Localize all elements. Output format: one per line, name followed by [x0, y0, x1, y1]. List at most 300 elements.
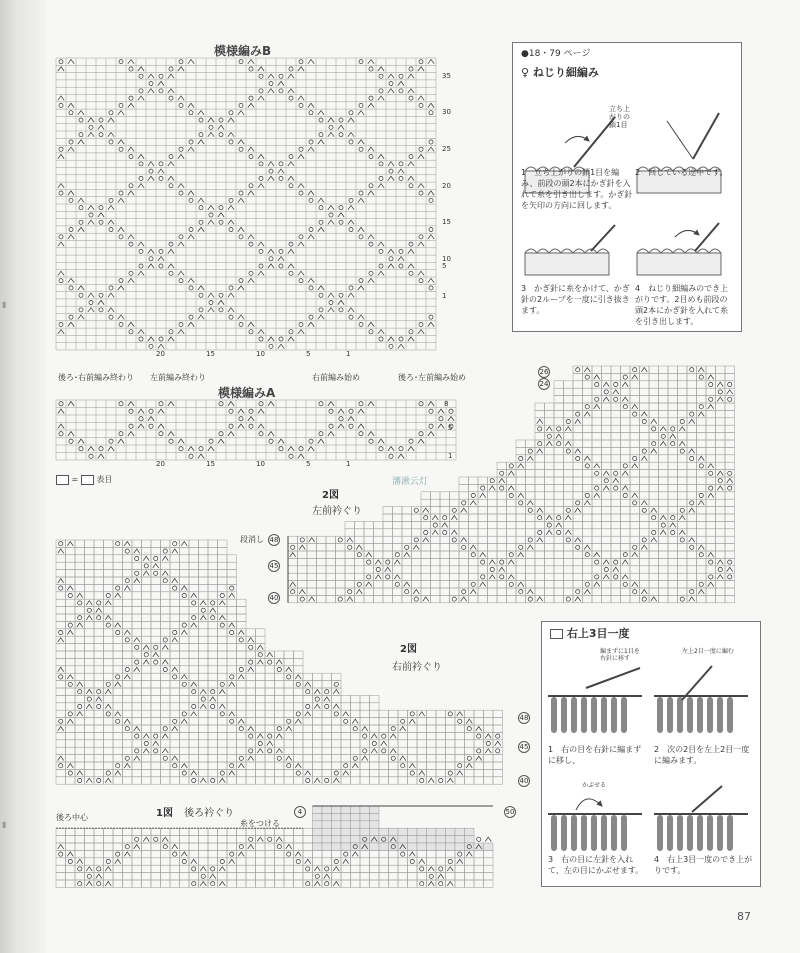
yo-symbol: [633, 590, 637, 594]
twist-symbol-icon: ♀: [521, 66, 530, 79]
dec-symbol: [470, 501, 476, 505]
yo-symbol: [339, 133, 343, 137]
dec-symbol: [210, 874, 216, 878]
dec-symbol: [172, 845, 178, 849]
yo-symbol: [163, 549, 167, 553]
yo-symbol: [129, 330, 133, 334]
yo-symbol: [169, 242, 173, 246]
yo-symbol: [585, 493, 589, 497]
dec-symbol: [198, 140, 204, 144]
yo-symbol: [149, 409, 153, 413]
dec-symbol: [58, 409, 64, 414]
yo-symbol: [389, 344, 393, 348]
dec-symbol: [278, 81, 284, 85]
dec-symbol: [333, 882, 339, 886]
yo-symbol: [220, 593, 224, 597]
dec-symbol: [378, 330, 384, 334]
yo-symbol: [211, 882, 215, 886]
dec-symbol: [162, 660, 168, 664]
yo-symbol: [211, 867, 215, 871]
yo-symbol: [614, 397, 618, 401]
yo-symbol: [319, 133, 323, 137]
dec-symbol: [298, 184, 304, 188]
dec-symbol: [418, 242, 424, 246]
yo-symbol: [249, 67, 253, 71]
dec-symbol: [58, 667, 64, 671]
dec-symbol: [172, 549, 178, 553]
yo-symbol: [309, 111, 313, 115]
dec-symbol: [58, 424, 64, 429]
yo-symbol: [709, 382, 713, 386]
dec-symbol: [138, 67, 144, 71]
dec-symbol: [238, 315, 244, 319]
yo-symbol: [79, 447, 83, 451]
yo-symbol: [211, 616, 215, 620]
yo-symbol: [490, 479, 494, 483]
dec-symbol: [228, 118, 234, 122]
yo-symbol: [199, 206, 203, 210]
yo-symbol: [576, 545, 580, 549]
yo-symbol: [299, 191, 303, 195]
dec-symbol: [98, 125, 104, 129]
yo-symbol: [429, 286, 433, 290]
yo-symbol: [179, 235, 183, 239]
dec-symbol: [371, 734, 377, 738]
yo-symbol: [709, 560, 713, 564]
dec-symbol: [58, 330, 64, 334]
yo-symbol: [289, 67, 293, 71]
yo-symbol: [106, 712, 110, 716]
yo-symbol: [538, 516, 542, 520]
dec-symbol: [67, 852, 73, 856]
dec-symbol: [188, 278, 194, 282]
col-label: 20: [156, 460, 165, 468]
dec-symbol: [622, 486, 628, 490]
yo-symbol: [500, 471, 504, 475]
yo-symbol: [279, 264, 283, 268]
dec-symbol: [398, 81, 404, 85]
yo-symbol: [99, 206, 103, 210]
yo-symbol: [159, 176, 163, 180]
dec-symbol: [328, 205, 334, 209]
dec-symbol: [108, 308, 114, 312]
yo-symbol: [339, 118, 343, 122]
dec-symbol: [485, 734, 491, 738]
yo-symbol: [79, 118, 83, 122]
dec-symbol: [178, 271, 184, 275]
yo-symbol: [268, 734, 272, 738]
yo-symbol: [229, 198, 233, 202]
dec-symbol: [476, 756, 482, 760]
dec-symbol: [191, 712, 197, 716]
row-label: 1: [442, 292, 447, 300]
dec-symbol: [457, 859, 463, 863]
yo-symbol: [189, 140, 193, 144]
dec-symbol: [78, 111, 84, 115]
yo-symbol: [259, 402, 263, 406]
dec-symbol: [295, 852, 301, 856]
dec-symbol: [153, 653, 159, 657]
dec-symbol: [248, 638, 254, 642]
yo-symbol: [173, 675, 177, 679]
yo-symbol: [709, 471, 713, 475]
yo-symbol: [391, 756, 395, 760]
yo-symbol: [135, 645, 139, 649]
yo-symbol: [279, 447, 283, 451]
dec-symbol: [288, 264, 294, 268]
yo-symbol: [106, 623, 110, 627]
step-2: 2 次の2目を左上2目一度に編みます。: [654, 745, 750, 765]
dec-symbol: [318, 111, 324, 115]
yo-symbol: [718, 390, 722, 394]
dec-symbol: [660, 427, 666, 431]
yo-symbol: [163, 727, 167, 731]
yo-symbol: [239, 638, 243, 642]
dec-symbol: [188, 235, 194, 239]
yo-symbol: [109, 439, 113, 443]
yo-symbol: [259, 432, 263, 436]
dec-symbol: [168, 74, 174, 78]
dec-symbol: [68, 278, 74, 282]
yo-symbol: [192, 690, 196, 694]
yo-symbol: [220, 859, 224, 863]
dec-symbol: [584, 412, 590, 416]
dec-symbol: [208, 205, 214, 209]
dec-symbol: [238, 719, 244, 723]
yo-symbol: [329, 213, 333, 217]
dec-symbol: [518, 493, 524, 497]
col-label: 10: [256, 460, 265, 468]
yo-symbol: [230, 586, 234, 590]
circle-label: 48: [519, 714, 529, 722]
dec-symbol: [518, 464, 524, 468]
dec-symbol: [138, 184, 144, 188]
dec-symbol: [333, 704, 339, 708]
yo-symbol: [680, 508, 684, 512]
yo-symbol: [349, 228, 353, 232]
yo-symbol: [379, 176, 383, 180]
yo-symbol: [79, 293, 83, 297]
dec-symbol: [324, 697, 330, 701]
yo-symbol: [339, 293, 343, 297]
dec-symbol: [143, 571, 149, 575]
dec-symbol: [229, 712, 235, 716]
dec-symbol: [333, 778, 339, 782]
yo-symbol: [623, 375, 627, 379]
dec-symbol: [67, 630, 73, 634]
dec-symbol: [632, 493, 638, 497]
dec-symbol: [67, 542, 73, 546]
dec-symbol: [158, 257, 164, 261]
yo-symbol: [139, 162, 143, 166]
dec-symbol: [447, 778, 453, 782]
dec-symbol: [314, 704, 320, 708]
dec-symbol: [565, 516, 571, 520]
yo-symbol: [192, 601, 196, 605]
dec-symbol: [68, 103, 74, 107]
dec-symbol: [124, 586, 130, 590]
dec-symbol: [58, 727, 64, 731]
yo-symbol: [79, 308, 83, 312]
dec-symbol: [584, 368, 590, 372]
dec-symbol: [717, 575, 723, 579]
dec-symbol: [408, 337, 414, 341]
dec-symbol: [348, 293, 354, 297]
dec-symbol: [575, 419, 581, 423]
yo-symbol: [642, 419, 646, 423]
dec-symbol: [258, 184, 264, 188]
dec-symbol: [276, 734, 282, 738]
dec-symbol: [128, 432, 134, 437]
dec-symbol: [295, 675, 301, 679]
yo-symbol: [159, 89, 163, 93]
yo-symbol: [424, 516, 428, 520]
yo-symbol: [199, 308, 203, 312]
dec-symbol: [115, 712, 121, 716]
row-label: 5: [448, 424, 453, 432]
dec-symbol: [219, 601, 225, 605]
dec-symbol: [546, 516, 552, 520]
technique1-title: [521, 67, 599, 78]
yo-symbol: [258, 653, 262, 657]
dec-symbol: [594, 405, 600, 409]
dec-symbol: [348, 132, 354, 136]
yo-symbol: [154, 749, 158, 753]
dec-symbol: [257, 837, 263, 841]
yo-symbol: [68, 593, 72, 597]
dec-symbol: [708, 464, 714, 468]
dec-symbol: [118, 198, 124, 202]
dec-symbol: [689, 508, 695, 512]
knit-illustration-3: [546, 782, 646, 854]
yo-symbol: [458, 852, 462, 856]
yo-symbol: [109, 140, 113, 144]
yo-symbol: [163, 756, 167, 760]
dec-symbol: [238, 630, 244, 634]
yo-symbol: [69, 111, 73, 115]
yo-symbol: [219, 118, 223, 122]
yo-symbol: [192, 778, 196, 782]
yo-symbol: [680, 538, 684, 542]
dec-symbol: [388, 74, 394, 78]
dec-symbol: [388, 249, 394, 253]
yo-symbol: [585, 464, 589, 468]
yo-symbol: [269, 82, 273, 86]
dec-symbol: [208, 118, 214, 122]
dec-symbol: [162, 837, 168, 841]
yo-symbol: [349, 315, 353, 319]
yo-symbol: [566, 538, 570, 542]
dec-symbol: [134, 638, 140, 642]
yo-symbol: [135, 556, 139, 560]
yo-symbol: [509, 464, 513, 468]
dec-symbol: [451, 516, 457, 520]
yo-symbol: [59, 103, 63, 107]
yo-symbol: [87, 697, 91, 701]
dec-symbol: [118, 111, 124, 115]
yo-symbol: [249, 660, 253, 664]
dec-symbol: [181, 675, 187, 679]
dec-symbol: [368, 59, 374, 63]
yo-symbol: [125, 549, 129, 553]
yo-symbol: [179, 447, 183, 451]
yo-symbol: [144, 564, 148, 568]
dec-symbol: [368, 235, 374, 239]
dec-symbol: [348, 220, 354, 224]
yo-symbol: [163, 667, 167, 671]
yo-symbol: [106, 593, 110, 597]
yo-symbol: [414, 508, 418, 512]
dec-symbol: [148, 264, 154, 268]
yo-symbol: [299, 235, 303, 239]
dec-symbol: [613, 479, 619, 483]
dec-symbol: [613, 390, 619, 394]
yo-symbol: [389, 82, 393, 86]
dec-symbol: [172, 727, 178, 731]
yo-symbol: [379, 74, 383, 78]
dec-symbol: [466, 764, 472, 768]
yo-symbol: [699, 553, 703, 557]
dec-symbol: [298, 96, 304, 100]
dec-symbol: [108, 132, 114, 136]
yo-symbol: [699, 405, 703, 409]
yo-symbol: [728, 397, 732, 401]
dec-symbol: [188, 447, 194, 452]
col-label: 20: [156, 350, 165, 358]
dec-symbol: [267, 741, 273, 745]
dec-symbol: [143, 660, 149, 664]
dec-symbol: [708, 582, 714, 586]
yo-symbol: [192, 867, 196, 871]
dec-symbol: [200, 778, 206, 782]
yo-symbol: [78, 601, 82, 605]
yo-symbol: [595, 382, 599, 386]
yo-symbol: [78, 690, 82, 694]
dec-symbol: [200, 704, 206, 708]
yo-symbol: [249, 155, 253, 159]
yo-symbol: [119, 432, 123, 436]
yo-symbol: [557, 427, 561, 431]
yo-symbol: [429, 228, 433, 232]
dec-symbol: [527, 501, 533, 505]
dec-symbol: [622, 397, 628, 401]
dec-symbol: [88, 205, 94, 209]
dec-symbol: [358, 198, 364, 202]
yo-symbol: [139, 417, 143, 421]
dec-symbol: [248, 756, 254, 760]
dec-symbol: [314, 778, 320, 782]
dec-symbol: [238, 424, 244, 429]
yo-symbol: [182, 771, 186, 775]
dec-symbol: [258, 242, 264, 246]
legend-swatch: [56, 475, 69, 485]
yo-symbol: [209, 125, 213, 129]
crochet-illustration-3: [519, 221, 623, 285]
dec-symbol: [378, 154, 384, 158]
dec-symbol: [278, 344, 284, 348]
step-1: 1 右の目を右針に編まずに移し、: [548, 745, 642, 765]
dec-symbol: [268, 89, 274, 93]
yo-symbol: [633, 545, 637, 549]
dec-symbol: [138, 96, 144, 100]
dec-symbol: [248, 191, 254, 195]
yo-symbol: [259, 176, 263, 180]
yo-symbol: [604, 479, 608, 483]
yo-symbol: [109, 286, 113, 290]
yo-symbol: [192, 704, 196, 708]
dec-symbol: [679, 442, 685, 446]
dec-symbol: [368, 322, 374, 326]
row-label: 30: [442, 108, 451, 116]
dec-symbol: [248, 235, 254, 239]
yo-symbol: [409, 155, 413, 159]
yo-symbol: [538, 530, 542, 534]
dec-symbol: [158, 81, 164, 85]
yo-symbol: [279, 74, 283, 78]
dec-symbol: [229, 623, 235, 627]
yo-symbol: [219, 308, 223, 312]
dec-symbol: [447, 882, 453, 886]
yo-symbol: [230, 719, 234, 723]
yo-symbol: [614, 575, 618, 579]
dec-symbol: [295, 719, 301, 723]
yo-symbol: [519, 590, 523, 594]
dec-symbol: [108, 118, 114, 122]
yo-symbol: [249, 271, 253, 275]
yo-symbol: [389, 169, 393, 173]
yo-symbol: [269, 439, 273, 443]
yo-symbol: [129, 242, 133, 246]
dec-symbol: [717, 471, 723, 475]
step-4: 4 ねじり細編みのでき上がりです。2目めも前段の頭2本にかぎ針を入れて糸を引き出します。: [635, 284, 729, 326]
dec-symbol: [358, 111, 364, 115]
row-label: 1: [448, 452, 453, 460]
dec-symbol: [622, 471, 628, 475]
yo-symbol: [119, 235, 123, 239]
dec-symbol: [352, 852, 358, 856]
yo-symbol: [59, 719, 63, 723]
yo-symbol: [369, 184, 373, 188]
yo-symbol: [379, 249, 383, 253]
yo-symbol: [306, 882, 310, 886]
yo-symbol: [125, 579, 129, 583]
dec-symbol: [651, 538, 657, 542]
dec-symbol: [388, 89, 394, 93]
dec-symbol: [268, 74, 274, 78]
dec-symbol: [238, 409, 244, 414]
yo-symbol: [353, 756, 357, 760]
yo-symbol: [439, 882, 443, 886]
yo-symbol: [547, 523, 551, 527]
dec-symbol: [388, 176, 394, 180]
dec-symbol: [58, 242, 64, 246]
dec-symbol: [118, 227, 124, 231]
dec-symbol: [660, 442, 666, 446]
dec-symbol: [86, 778, 92, 782]
yo-symbol: [179, 60, 183, 64]
yo-symbol: [89, 213, 93, 217]
step-3: 3 かぎ針に糸をかけて、かぎ針の2ループを一度に引き抜きます。: [521, 284, 630, 315]
dec-symbol: [288, 89, 294, 93]
yo-symbol: [633, 501, 637, 505]
yo-symbol: [154, 645, 158, 649]
fig2-right-label: 2図: [400, 644, 417, 655]
legend-symbol: [81, 475, 94, 485]
yo-symbol: [182, 712, 186, 716]
dec-symbol: [409, 852, 415, 856]
dec-symbol: [268, 264, 274, 268]
yo-symbol: [429, 315, 433, 319]
